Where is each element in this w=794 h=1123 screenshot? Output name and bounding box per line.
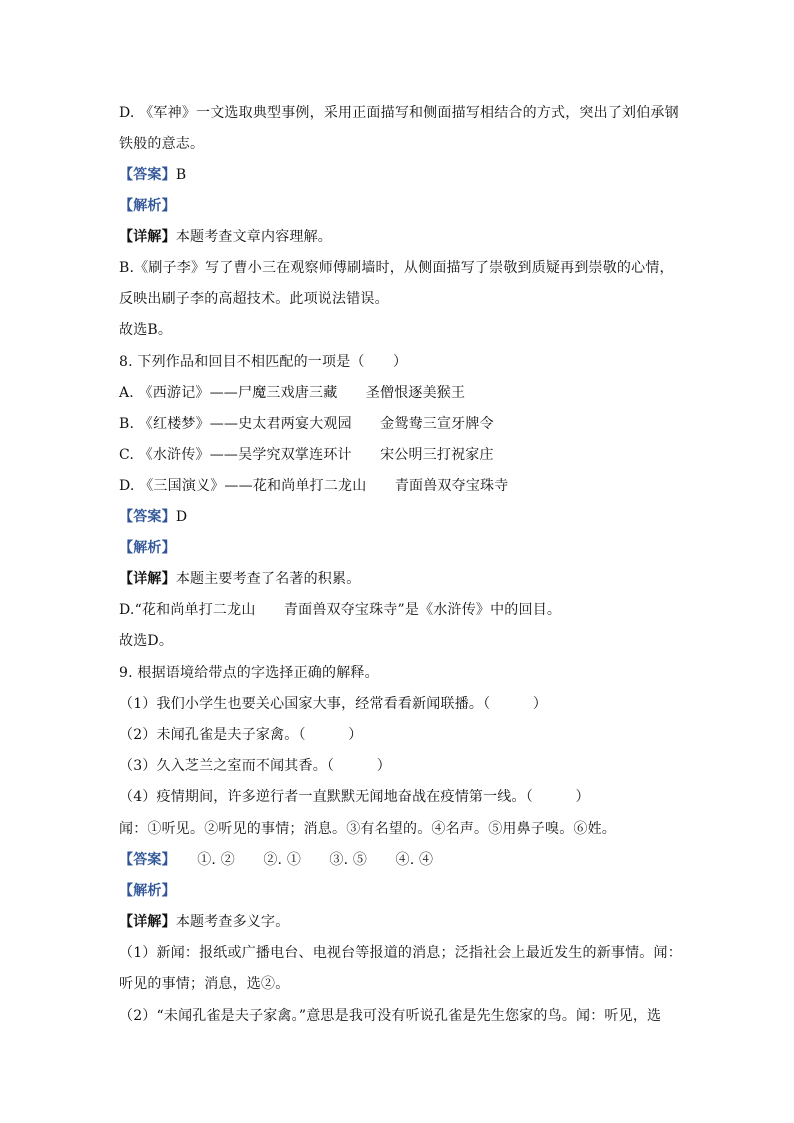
q9-stem: 9. 根据语境给带点的字选择正确的解释。 <box>119 665 379 681</box>
q9-explanation-2-line1: （2）“未闻孔雀是夫子家禽。”意思是我可没有听说孔雀是先生您家的鸟。闻：听见，选 <box>119 1008 662 1024</box>
q8-option-d: D. 《三国演义》——花和尚单打二龙山 青面兽双夺宝珠寺 <box>119 478 509 494</box>
q9-item-1: （1）我们小学生也要关心国家大事，经常看看新闻联播。（ ） <box>119 696 548 712</box>
detail-tag: 【详解】 <box>119 229 176 245</box>
q9-answer-line <box>119 850 433 870</box>
q9-item-4: （4）疫情期间，许多逆行者一直默默无闻地奋战在疫情第一线。（ ） <box>119 789 590 805</box>
q8-answer-line <box>119 507 187 527</box>
answer-tag: 【答案】 <box>119 852 169 868</box>
detail-tag: 【详解】 <box>119 571 176 587</box>
q7-analysis-tag: 【解析】 <box>119 198 176 214</box>
q9-detail-line <box>119 912 289 932</box>
detail-text: 本题考查文章内容理解。 <box>175 229 333 245</box>
answer-tag: 【答案】 <box>119 509 176 525</box>
q7-detail-line <box>119 227 332 247</box>
detail-text: 本题考查多义字。 <box>175 914 290 930</box>
q9-options: 闻：①听见。②听见的事情；消息。③有名望的。④名声。⑤用鼻子嗅。⑥姓。 <box>119 821 616 837</box>
q7-conclusion: 故选B。 <box>119 322 173 338</box>
q7-option-d-line1: D. 《军神》一文选取典型事例，采用正面描写和侧面描写相结合的方式，突出了刘伯承钢 <box>119 105 679 121</box>
q9-explanation-1-line2: 听见的事情；消息，选②。 <box>119 976 290 992</box>
q8-option-c: C. 《水浒传》——吴学究双掌连环计 宋公明三打祝家庄 <box>119 447 494 463</box>
q8-detail-line <box>119 569 360 589</box>
q9-item-2: （2）未闻孔雀是夫子家禽。（ ） <box>119 727 363 743</box>
answer-value: B <box>175 167 187 183</box>
q8-conclusion: 故选D。 <box>119 633 174 649</box>
q8-explanation-line1: D.“花和尚单打二龙山 青面兽双夺宝珠寺”是《水浒传》中的回目。 <box>119 602 562 618</box>
answer-tag: 【答案】 <box>119 167 176 183</box>
detail-tag: 【详解】 <box>119 914 176 930</box>
q8-option-a: A. 《西游记》——尸魔三戏唐三藏 圣僧恨逐美猴王 <box>119 385 466 401</box>
q7-option-d-line2: 铁般的意志。 <box>119 136 205 152</box>
q9-item-3: （3）久入芝兰之室而不闻其香。（ ） <box>119 758 391 774</box>
q8-stem: 8. 下列作品和回目不相匹配的一项是（ ） <box>119 354 408 370</box>
q7-explanation-line1: B.《刷子李》写了曹小三在观察师傅刷墙时，从侧面描写了崇敬到质疑再到崇敬的心情， <box>119 260 674 276</box>
answer-value: ①. ② ②. ① ③. ⑤ ④. ④ <box>168 852 434 868</box>
q7-answer-line <box>119 165 186 185</box>
q9-analysis-tag: 【解析】 <box>119 883 176 899</box>
q8-option-b: B. 《红楼梦》——史太君两宴大观园 金鸳鸯三宣牙牌令 <box>119 416 494 432</box>
q8-analysis-tag: 【解析】 <box>119 540 176 556</box>
q9-explanation-1-line1: （1）新闻：报纸或广播电台、电视台等报道的消息；泛指社会上最近发生的新事情。闻： <box>119 945 682 961</box>
detail-text: 本题主要考查了名著的积累。 <box>175 571 361 587</box>
answer-value: D <box>175 509 188 525</box>
q7-explanation-line2: 反映出刷子李的高超技术。此项说法错误。 <box>119 291 389 307</box>
